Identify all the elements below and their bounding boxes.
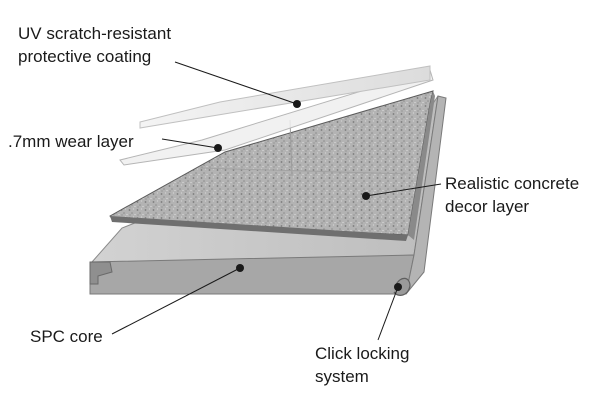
label-click-lock-line1: Click locking	[315, 344, 410, 363]
leader-click	[378, 287, 398, 340]
decor-layer	[110, 91, 435, 241]
leader-dot-decor	[362, 192, 370, 200]
leader-dot-core	[236, 264, 244, 272]
label-wear-layer	[8, 130, 134, 153]
leader-dot-click	[394, 283, 402, 291]
label-click-lock-line2: system	[315, 367, 369, 386]
leader-dot-uv	[293, 100, 301, 108]
leader-uv	[175, 62, 297, 104]
label-uv-coating-line1: UV scratch-resistant	[18, 24, 172, 43]
leader-dot-wear	[214, 144, 222, 152]
label-decor-layer	[445, 172, 579, 218]
label-uv-coating-line2: protective coating	[18, 47, 152, 66]
label-click-lock	[315, 342, 409, 388]
label-uv-coating	[18, 22, 171, 68]
label-spc-core-text: SPC core	[30, 327, 103, 346]
label-decor-line2: decor layer	[445, 197, 530, 216]
label-spc-core	[30, 325, 103, 348]
label-wear-layer-text: .7mm wear layer	[8, 132, 134, 151]
label-decor-line1: Realistic concrete	[445, 174, 580, 193]
